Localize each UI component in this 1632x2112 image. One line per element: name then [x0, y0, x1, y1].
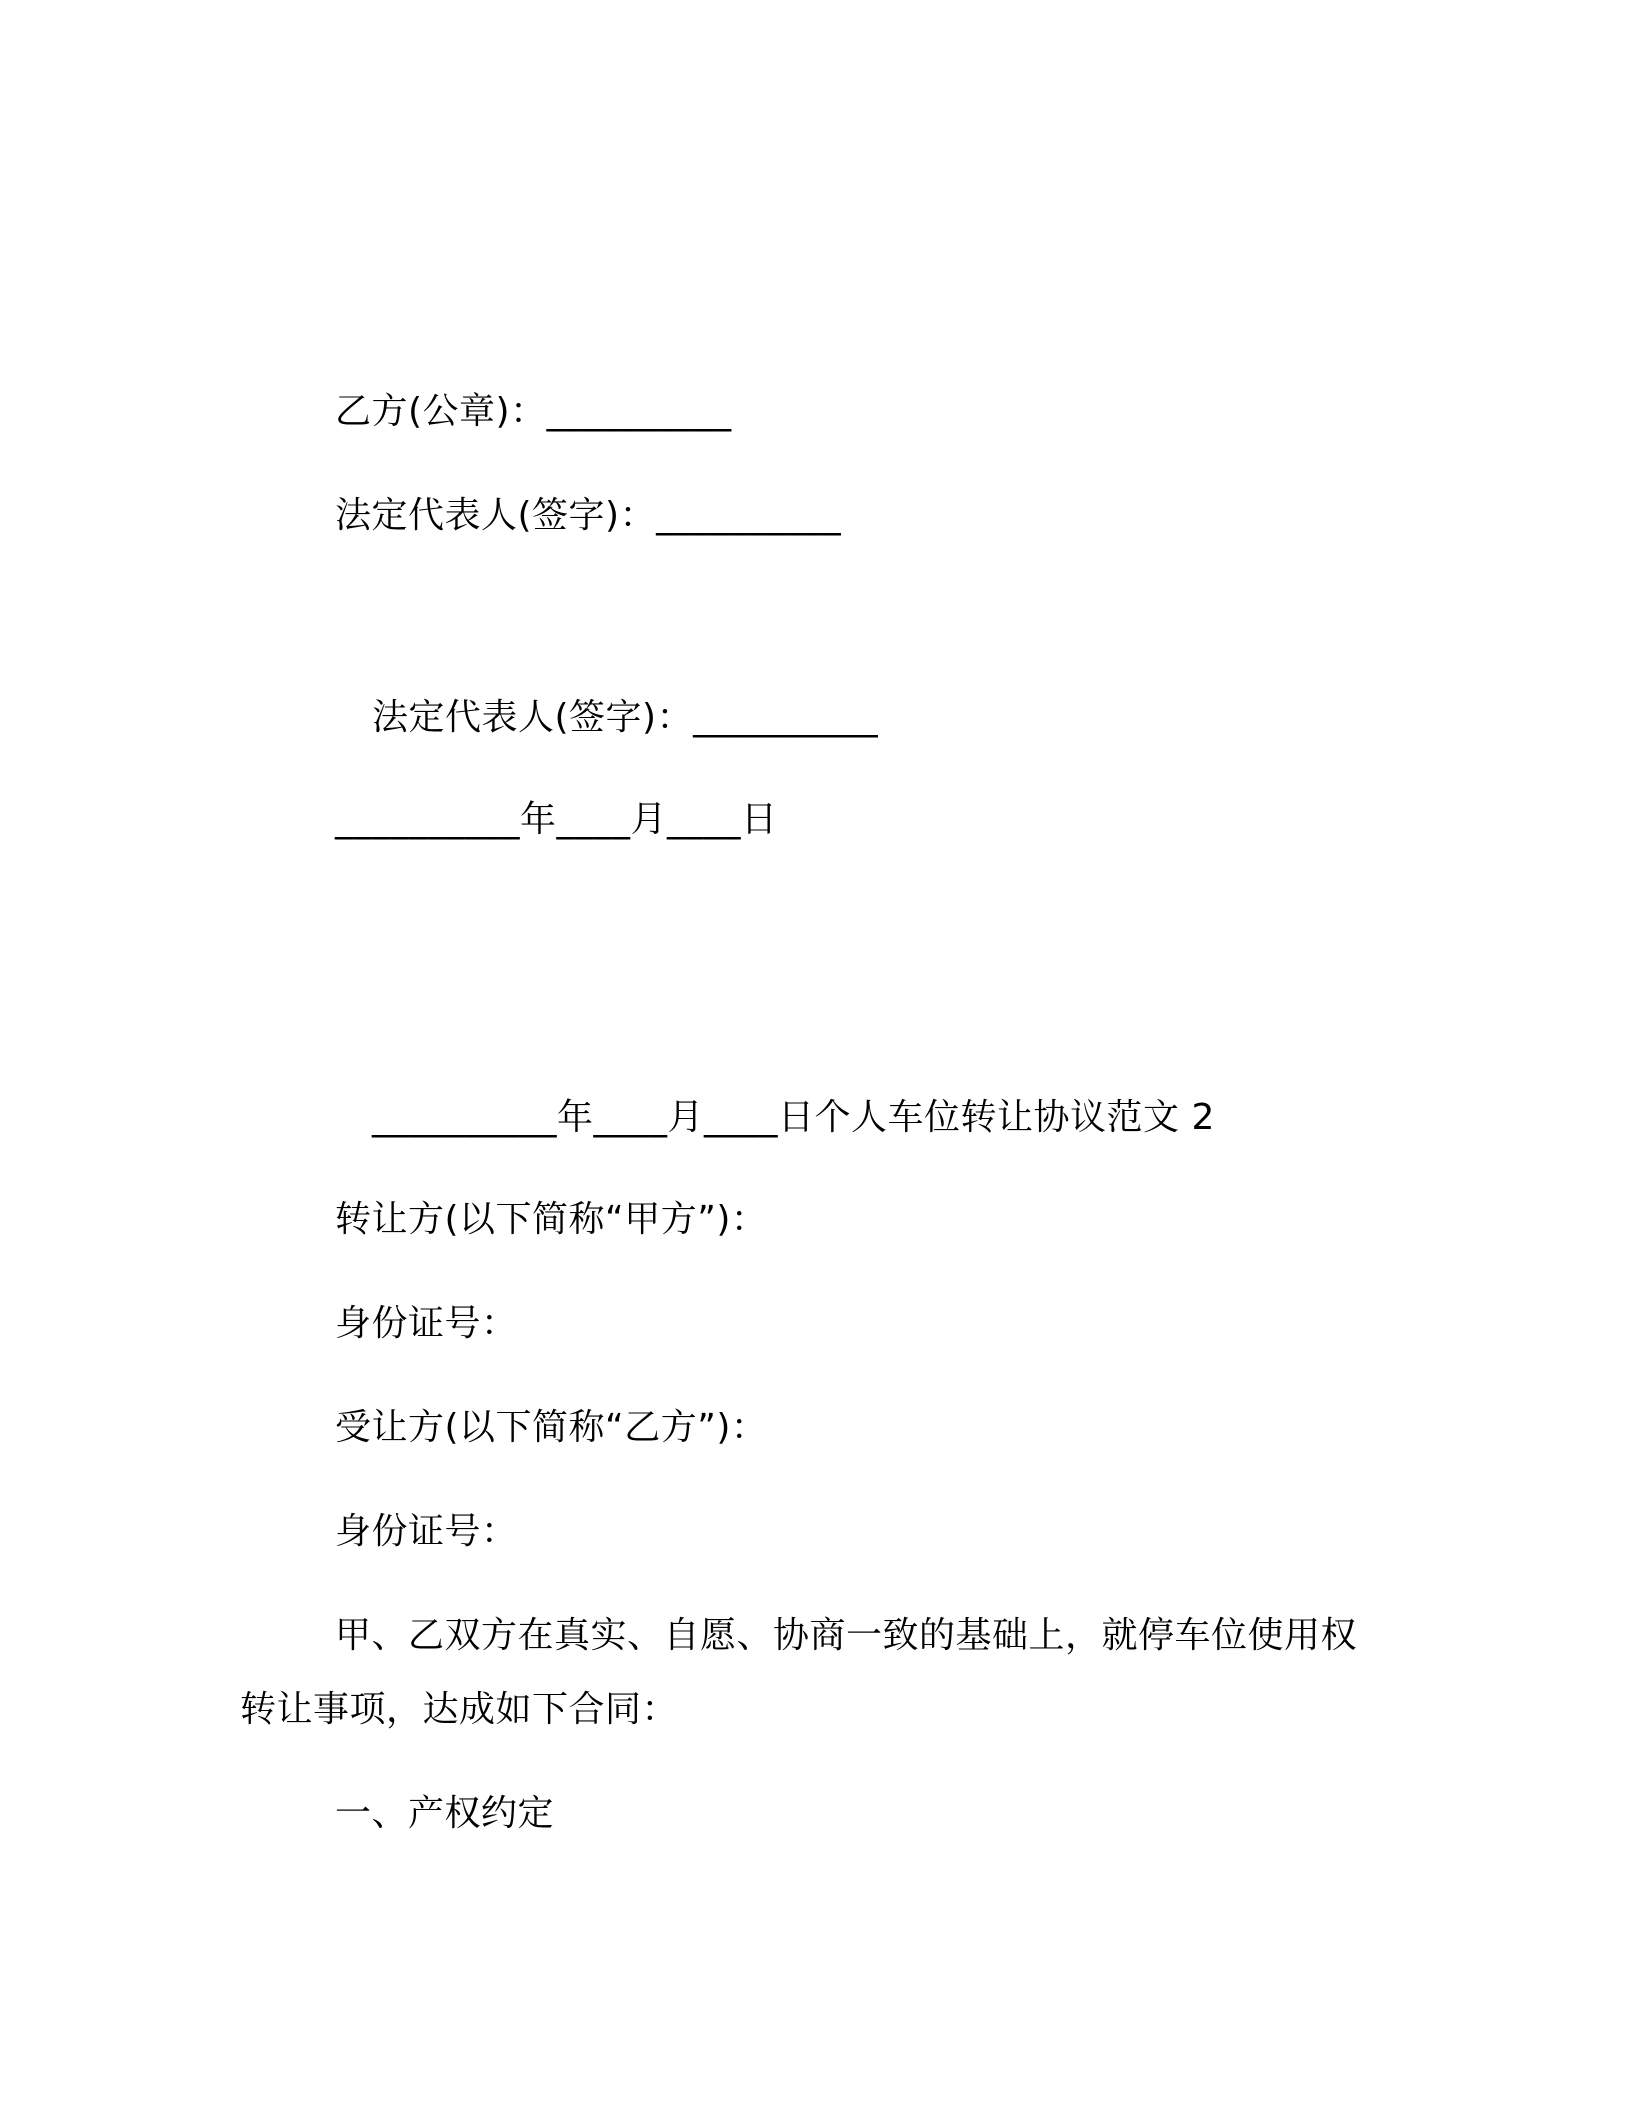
date-line: __________年____月____日 [335, 799, 778, 840]
transferee-line: 受让方(以下简称“乙方”)： [335, 1407, 768, 1448]
id-number-line: 身份证号： [335, 1303, 518, 1344]
id-number-line: 身份证号： [335, 1511, 518, 1552]
document-title: __________年____月____日个人车位转让协议范文 2 [372, 1097, 1215, 1138]
legal-representative-line: 法定代表人(签字)：__________ [372, 697, 879, 738]
paragraph-text: 甲、乙双方在真实、自愿、协商一致的基础上，就停车位使用权 [335, 1615, 1358, 1656]
transferor-line: 转让方(以下简称“甲方”)： [335, 1199, 768, 1240]
party-b-seal-line: 乙方(公章)：__________ [335, 391, 732, 432]
legal-representative-line: 法定代表人(签字)：__________ [335, 495, 842, 536]
paragraph-text: 转让事项，达成如下合同： [240, 1689, 679, 1730]
section-heading: 一、产权约定 [335, 1793, 555, 1834]
